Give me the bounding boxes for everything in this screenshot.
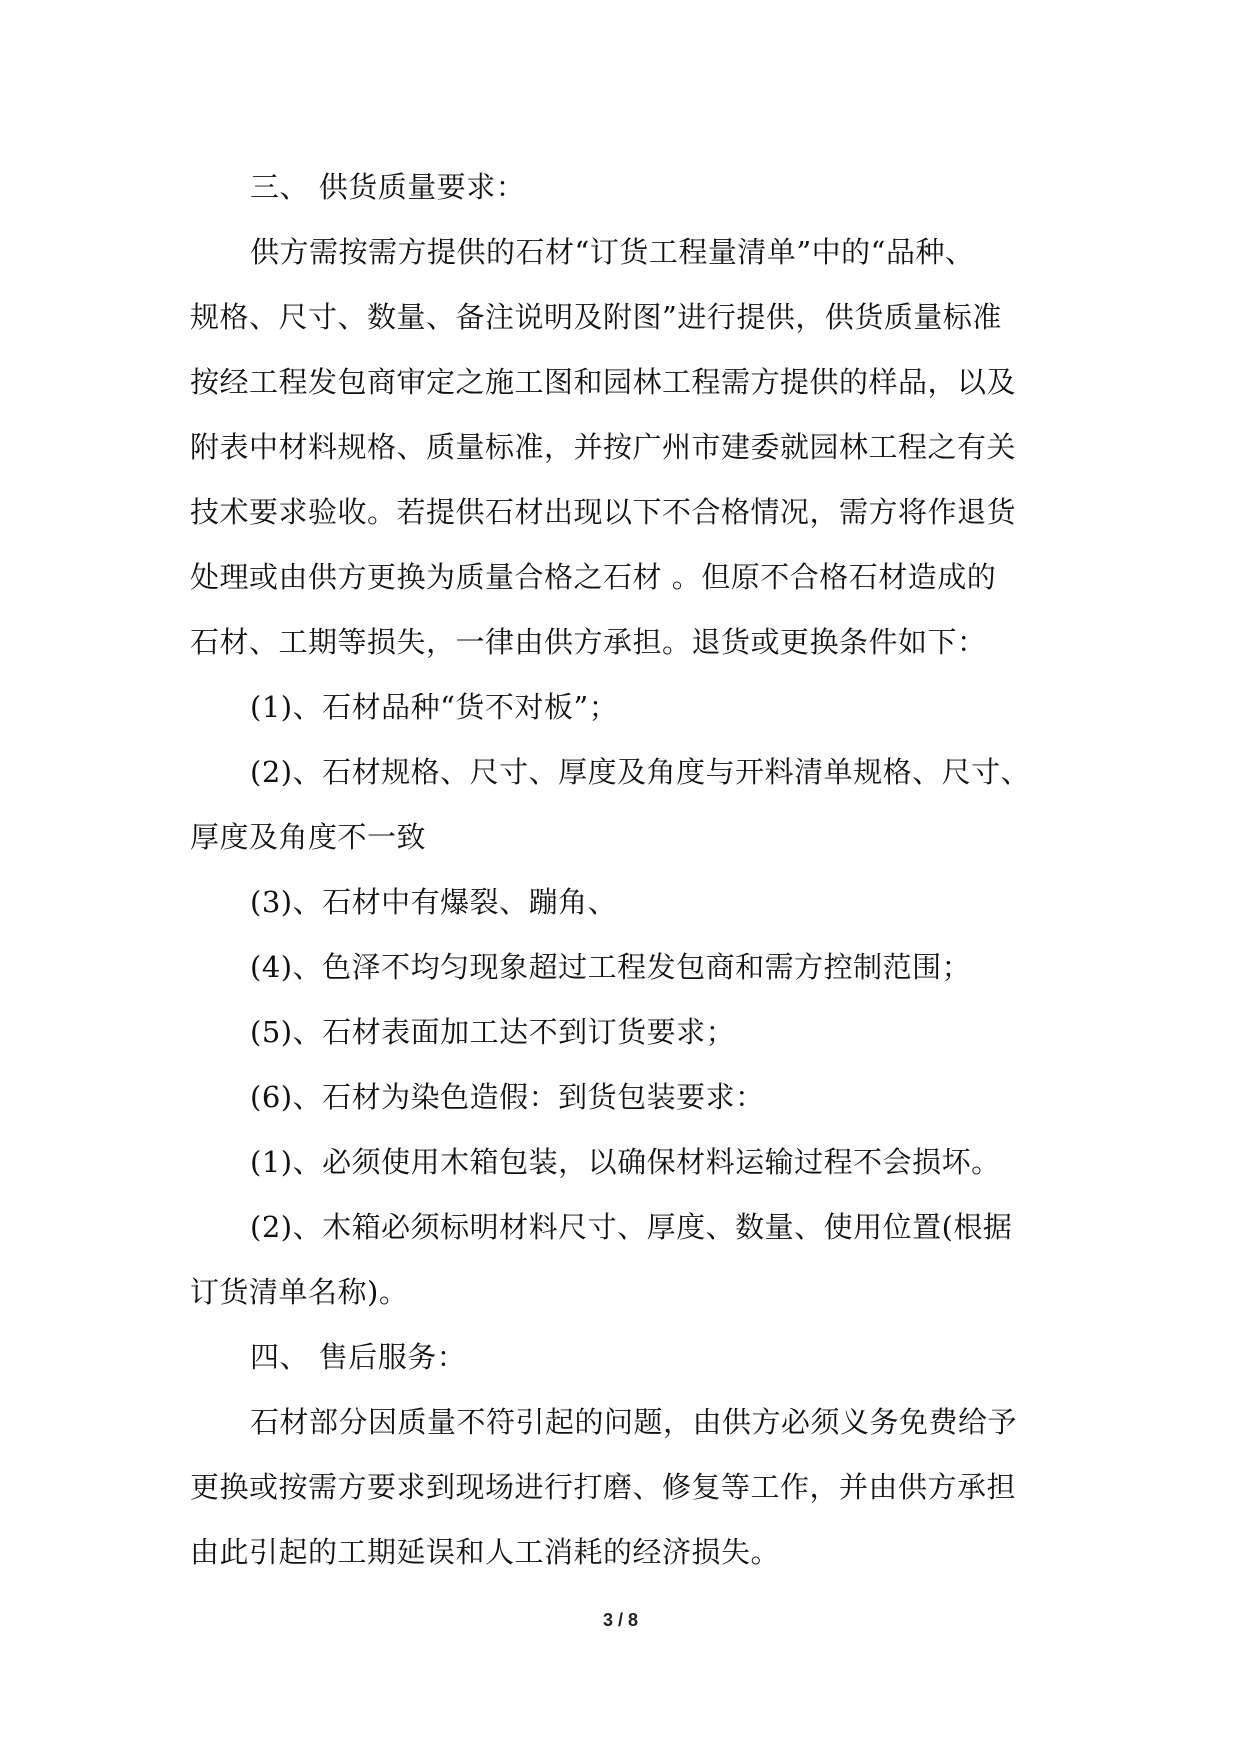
- paragraph-line: 供方需按需方提供的石材“订货工程量清单”中的“品种、: [250, 235, 975, 269]
- section-heading-after-sales: 四、 售后服务：: [250, 1340, 467, 1374]
- paragraph-line: 处理或由供方更换为质量合格之石材 。但原不合格石材造成的: [190, 560, 997, 594]
- list-item-continuation: 厚度及角度不一致: [190, 820, 427, 854]
- list-item: (1)、必须使用木箱包装，以确保材料运输过程不会损坏。: [250, 1145, 1001, 1179]
- list-item: (2)、石材规格、尺寸、厚度及角度与开料清单规格、尺寸、: [250, 755, 1031, 789]
- paragraph-line: 石材部分因质量不符引起的问题，由供方必须义务免费给予: [250, 1405, 1018, 1439]
- paragraph-line: 石材、工期等损失，一律由供方承担。退货或更换条件如下：: [190, 625, 987, 659]
- document-body: [190, 155, 1065, 1585]
- list-item: (4)、色泽不均匀现象超过工程发包商和需方控制范围；: [250, 950, 972, 984]
- section-heading-supply-quality: 三、 供货质量要求：: [250, 170, 526, 204]
- paragraph-line: 规格、尺寸、数量、备注说明及附图”进行提供，供货质量标准: [190, 300, 1002, 334]
- paragraph-line: 更换或按需方要求到现场进行打磨、修复等工作，并由供方承担: [190, 1470, 1017, 1504]
- paragraph-line: 由此引起的工期延误和人工消耗的经济损失。: [190, 1535, 781, 1569]
- list-item: (3)、石材中有爆裂、蹦角、: [250, 885, 618, 919]
- list-item: (6)、石材为染色造假：到货包装要求：: [250, 1080, 765, 1114]
- paragraph-line: 按经工程发包商审定之施工图和园林工程需方提供的样品，以及: [190, 365, 1017, 399]
- page-number: 3 / 8: [602, 1610, 639, 1630]
- list-item: (5)、石材表面加工达不到订货要求；: [250, 1015, 736, 1049]
- list-item-continuation: 订货清单名称)。: [190, 1275, 409, 1309]
- paragraph-line: 附表中材料规格、质量标准，并按广州市建委就园林工程之有关: [190, 430, 1017, 464]
- list-item: (2)、木箱必须标明材料尺寸、厚度、数量、使用位置(根据: [250, 1210, 1013, 1244]
- paragraph-line: 技术要求验收。若提供石材出现以下不合格情况，需方将作退货: [190, 495, 1017, 529]
- list-item: (1)、石材品种“货不对板”；: [250, 690, 619, 724]
